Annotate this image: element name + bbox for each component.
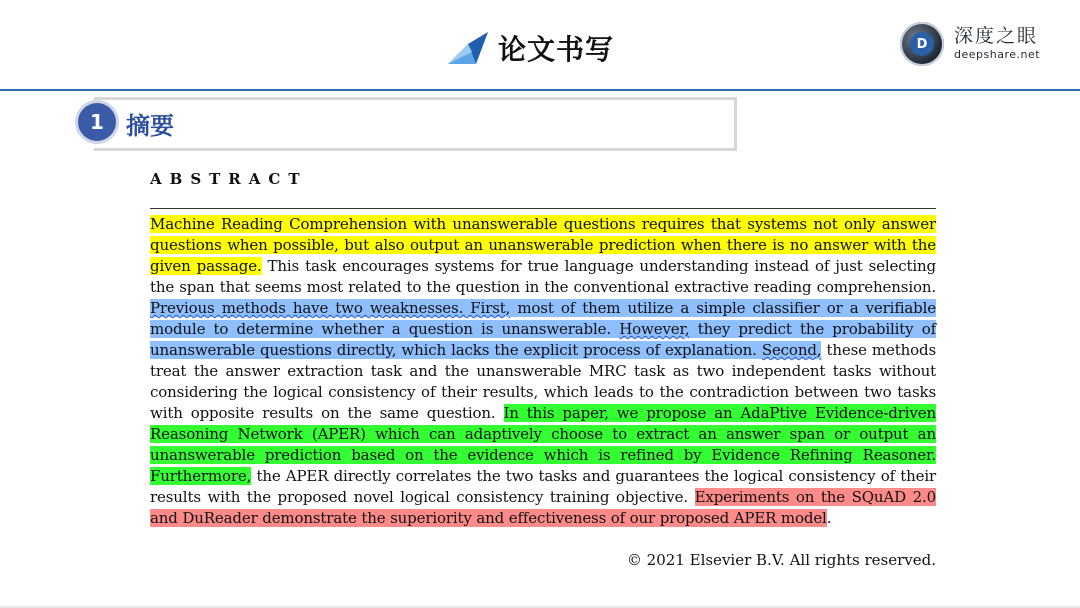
abstract-segment: In this paper, we propose an AdaPtive Evidence-driven Reasoning Network (APER) which can adaptively choose to extract an answer span or output an unanswerable prediction based on the evidence which is refined by Evidence Refining Reasoner. Furthermore, — [150, 404, 936, 485]
section-title-box — [94, 97, 737, 151]
section-number-badge: 1 — [78, 103, 116, 141]
header-divider — [0, 89, 1080, 91]
eye-logo-icon — [900, 22, 944, 66]
abstract-segment: the APER directly correlates the two tasks and guarantees the logical consistency of their results with the proposed novel logical consistency training objective. — [150, 467, 936, 506]
abstract-segment: This task encourages systems for true language understanding instead of just selecting the span that seems most related to the question in the conventional extractive reading comprehension. — [150, 257, 936, 296]
abstract-segment: they predict the probability of unanswerable questions directly, which lacks the explicit process of explanation. — [150, 320, 936, 359]
abstract-segment: most of them utilize a simple classifier or a verifiable module to determine whether a question is unanswerable. — [150, 299, 936, 338]
abstract-segment: these methods treat the answer extraction task and the unanswerable MRC task as two independent tasks without considering the logical consistency of their results, which leads to the contradiction between two tasks with opposite results on the same question. — [150, 341, 937, 422]
abstract-segment: Machine Reading Comprehension with unanswerable questions requires that systems not only answer questions when possible, but also output an unanswerable prediction when there is no answer with the given passage. — [150, 215, 936, 275]
brand-logo — [900, 22, 1040, 66]
triangle-logo-icon — [446, 30, 490, 66]
abstract-segment: Previous methods have two weaknesses. First, — [150, 299, 511, 317]
abstract-segment: Experiments on the SQuAD 2.0 and DuReader demonstrate the superiority and effectiveness of our proposed APER model — [150, 488, 936, 527]
abstract-segment: Second, — [761, 341, 822, 359]
section-title: 摘要 — [126, 112, 174, 140]
slide-title: 论文书写 — [498, 33, 615, 66]
abstract-segment: . — [826, 509, 832, 527]
logo-mark: D — [910, 32, 934, 56]
copyright-notice: © 2021 Elsevier B.V. All rights reserved. — [626, 551, 936, 569]
abstract-body — [150, 214, 936, 529]
abstract-segment: However, — [619, 320, 690, 338]
brand-name-en: deepshare.net — [954, 48, 1041, 61]
abstract-rule — [150, 208, 936, 209]
slide-header — [0, 0, 1080, 90]
abstract-heading: ABSTRACT — [150, 170, 308, 188]
slide-title-group — [446, 28, 614, 68]
brand-name-cn: 深度之眼 — [954, 25, 1039, 47]
